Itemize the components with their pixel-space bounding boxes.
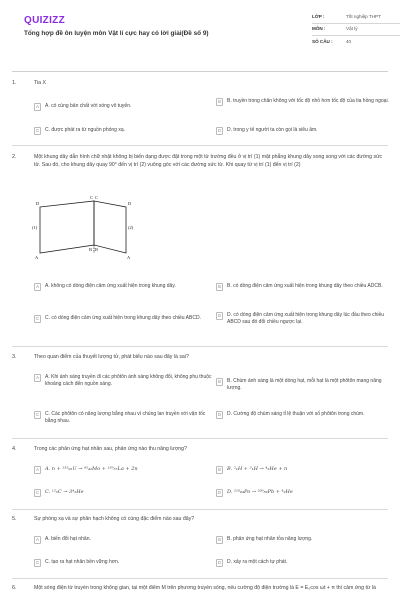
option-text: A. không có dòng điện cảm ứng xuất hiện trong khung dây. <box>45 283 176 289</box>
question-text: Sự phóng xạ và sự phân hạch không có cùng đặc điểm nào sau đây? <box>34 516 195 522</box>
option-c[interactable] <box>34 315 214 323</box>
question-2 <box>12 154 388 184</box>
diagram-label: (1) <box>32 225 38 230</box>
meta-row-class <box>312 12 400 24</box>
divider <box>12 509 388 510</box>
coil-rotation-diagram <box>30 193 150 265</box>
diagram-label: C <box>95 195 99 200</box>
option-letter-badge: C <box>35 490 40 496</box>
option-text: C. ¹²₆C → 3⁴₂He <box>45 489 84 495</box>
option-c[interactable] <box>34 127 214 135</box>
option-letter-badge: C <box>35 412 40 418</box>
option-c[interactable] <box>34 411 214 425</box>
diagram-label: D <box>36 201 40 206</box>
option-a[interactable] <box>34 103 214 111</box>
option-b[interactable] <box>216 98 396 106</box>
question-6 <box>12 585 388 599</box>
worksheet-meta <box>312 12 400 48</box>
option-letter-badge: D <box>217 128 222 134</box>
option-b[interactable] <box>216 378 396 392</box>
option-letter-badge: D <box>217 560 222 566</box>
worksheet-header <box>12 0 388 72</box>
option-text: D. có dòng điện cảm ứng xuất hiện trong khung dây lúc đầu theo chiều ABCD sau đó đổi chiều ngược lại. <box>227 312 385 325</box>
option-text: B. truyền trong chân không với tốc độ nhỏ hơn tốc độ của tia hồng ngoại. <box>227 98 389 104</box>
option-text: D. ²¹⁰₈₄Po → ²⁰⁶₈₂Pb + ⁴₂He <box>227 489 293 495</box>
option-a[interactable] <box>34 283 214 291</box>
option-text: B. Chùm ánh sáng là một dòng hạt, mỗi hạt là một phôtôn mang năng lượng. <box>227 378 382 391</box>
question-number: 1. <box>12 80 17 86</box>
meta-key: LỚP : <box>312 14 325 20</box>
option-letter-badge: A <box>34 103 41 111</box>
option-letter-badge: B <box>216 536 223 544</box>
quizizz-logo: QUIZIZZ <box>24 15 65 26</box>
option-d[interactable] <box>216 312 396 326</box>
meta-row-subject <box>312 24 400 36</box>
meta-value: 40 <box>346 38 352 44</box>
meta-row-count <box>312 36 400 48</box>
option-d[interactable] <box>216 559 396 567</box>
option-text: A. Khi ánh sáng truyền đi các phôtôn ánh sáng không đổi, không phụ thuộc khoảng cách đến nguồn sáng. <box>45 374 212 387</box>
option-a[interactable] <box>34 374 214 388</box>
option-text: B. phản ứng hạt nhân tỏa năng lượng. <box>227 536 313 542</box>
option-letter-badge: D <box>217 313 222 319</box>
option-text: B. ²₁H + ³₁H → ⁴₂He + n <box>227 466 288 472</box>
option-letter-badge: A <box>34 283 41 291</box>
question-5 <box>12 516 388 524</box>
option-text: C. tạo ra hạt nhân bền vững hơn. <box>45 559 120 565</box>
option-text: D. Cường độ chùm sáng tỉ lệ thuận với số phôtôn trong chùm. <box>227 411 365 417</box>
meta-key: MÔN : <box>312 26 326 32</box>
option-text: A. có cùng bản chất với sóng vô tuyến. <box>45 103 132 109</box>
option-d[interactable] <box>216 411 396 419</box>
question-text: Trong các phản ứng hạt nhân sau, phản ứng nào thu năng lượng? <box>34 446 187 452</box>
meta-value: Vật lý <box>346 26 358 32</box>
question-number: 3. <box>12 354 17 360</box>
divider <box>12 438 388 439</box>
question-3 <box>12 354 388 362</box>
option-c[interactable] <box>34 559 214 567</box>
diagram-label: D <box>128 201 132 206</box>
divider <box>12 145 388 146</box>
option-letter-badge: B <box>216 466 223 474</box>
option-text: D. trong y tế người ta còn gọi là siêu âm. <box>227 127 318 133</box>
question-4 <box>12 446 388 454</box>
option-text: C. có dòng điện cảm ứng xuất hiện trong khung dây theo chiều ABCD. <box>45 315 201 321</box>
option-b[interactable] <box>216 283 396 291</box>
option-text: C. Các phôtôn có năng lượng bằng nhau vì chúng lan truyền với vận tốc bằng nhau. <box>45 411 206 424</box>
option-letter-badge: A <box>34 374 41 382</box>
meta-key: SỐ CÂU : <box>312 38 333 44</box>
diagram-label: B <box>89 247 93 252</box>
question-text: Một sóng điện từ truyền trong không gian, tại một điểm M trên phương truyền sóng, nếu cường độ điện trường là E = E₀cos ωt + π thì cảm ứng từ là <box>34 585 376 591</box>
option-letter-badge: A <box>34 466 41 474</box>
diagram-label: B <box>95 247 99 252</box>
meta-value: Tốt nghiệp THPT <box>346 14 381 20</box>
option-letter-badge: A <box>34 536 41 544</box>
option-d[interactable] <box>216 127 396 135</box>
diagram-label: A <box>127 255 131 260</box>
question-1 <box>12 80 388 88</box>
option-a[interactable] <box>34 466 214 474</box>
diagram-label: (2) <box>128 225 134 230</box>
question-text: Một khung dây dẫn hình chữ nhật không bị biến dạng được đặt trong một từ trường đều ở vị trí (1) mặt phẳng khung dây song song với các đường sức từ. Sau đó, cho khung dây quay 90° đến vị trí (2) vuông góc với các đường sức từ. Khi quay từ vị trí (1) đến vị trí (2) <box>34 154 383 168</box>
question-number: 6. <box>12 585 17 591</box>
option-letter-badge: C <box>35 128 40 134</box>
option-letter-badge: D <box>217 490 222 496</box>
option-text: A. biến đổi hạt nhân. <box>45 536 91 542</box>
question-number: 4. <box>12 446 17 452</box>
option-c[interactable] <box>34 489 214 497</box>
option-letter-badge: B <box>216 283 223 291</box>
option-letter-badge: D <box>217 412 222 418</box>
question-number: 2. <box>12 154 17 160</box>
divider <box>12 346 388 347</box>
diagram-label: A <box>35 255 39 260</box>
option-d[interactable] <box>216 489 396 497</box>
option-b[interactable] <box>216 466 396 474</box>
option-text: B. có dòng điện cảm ứng xuất hiện trong khung dây theo chiều ADCB. <box>227 283 383 289</box>
option-text: D. xảy ra một cách tự phát. <box>227 559 288 565</box>
option-a[interactable] <box>34 536 214 544</box>
divider <box>12 578 388 579</box>
option-letter-badge: B <box>216 98 223 106</box>
question-number: 5. <box>12 516 17 522</box>
worksheet-title: Tổng hợp đề ôn luyện môn Vật lí cực hay có lời giải(Đề số 9) <box>24 30 209 37</box>
option-letter-badge: C <box>35 316 40 322</box>
option-letter-badge: B <box>216 378 223 386</box>
diagram-label: C <box>90 195 94 200</box>
option-text: A. n + ²³⁵₉₂U → ⁹⁵₄₂Mo + ¹³⁹₅₇La + 2n <box>45 466 138 472</box>
option-letter-badge: C <box>35 560 40 566</box>
option-text: C. được phát ra từ nguồn phóng xạ. <box>45 127 126 133</box>
question-text: Tia X <box>34 80 46 86</box>
question-text: Theo quan điểm của thuyết lượng tử, phát biểu nào sau đây là sai? <box>34 354 189 360</box>
option-b[interactable] <box>216 536 396 544</box>
